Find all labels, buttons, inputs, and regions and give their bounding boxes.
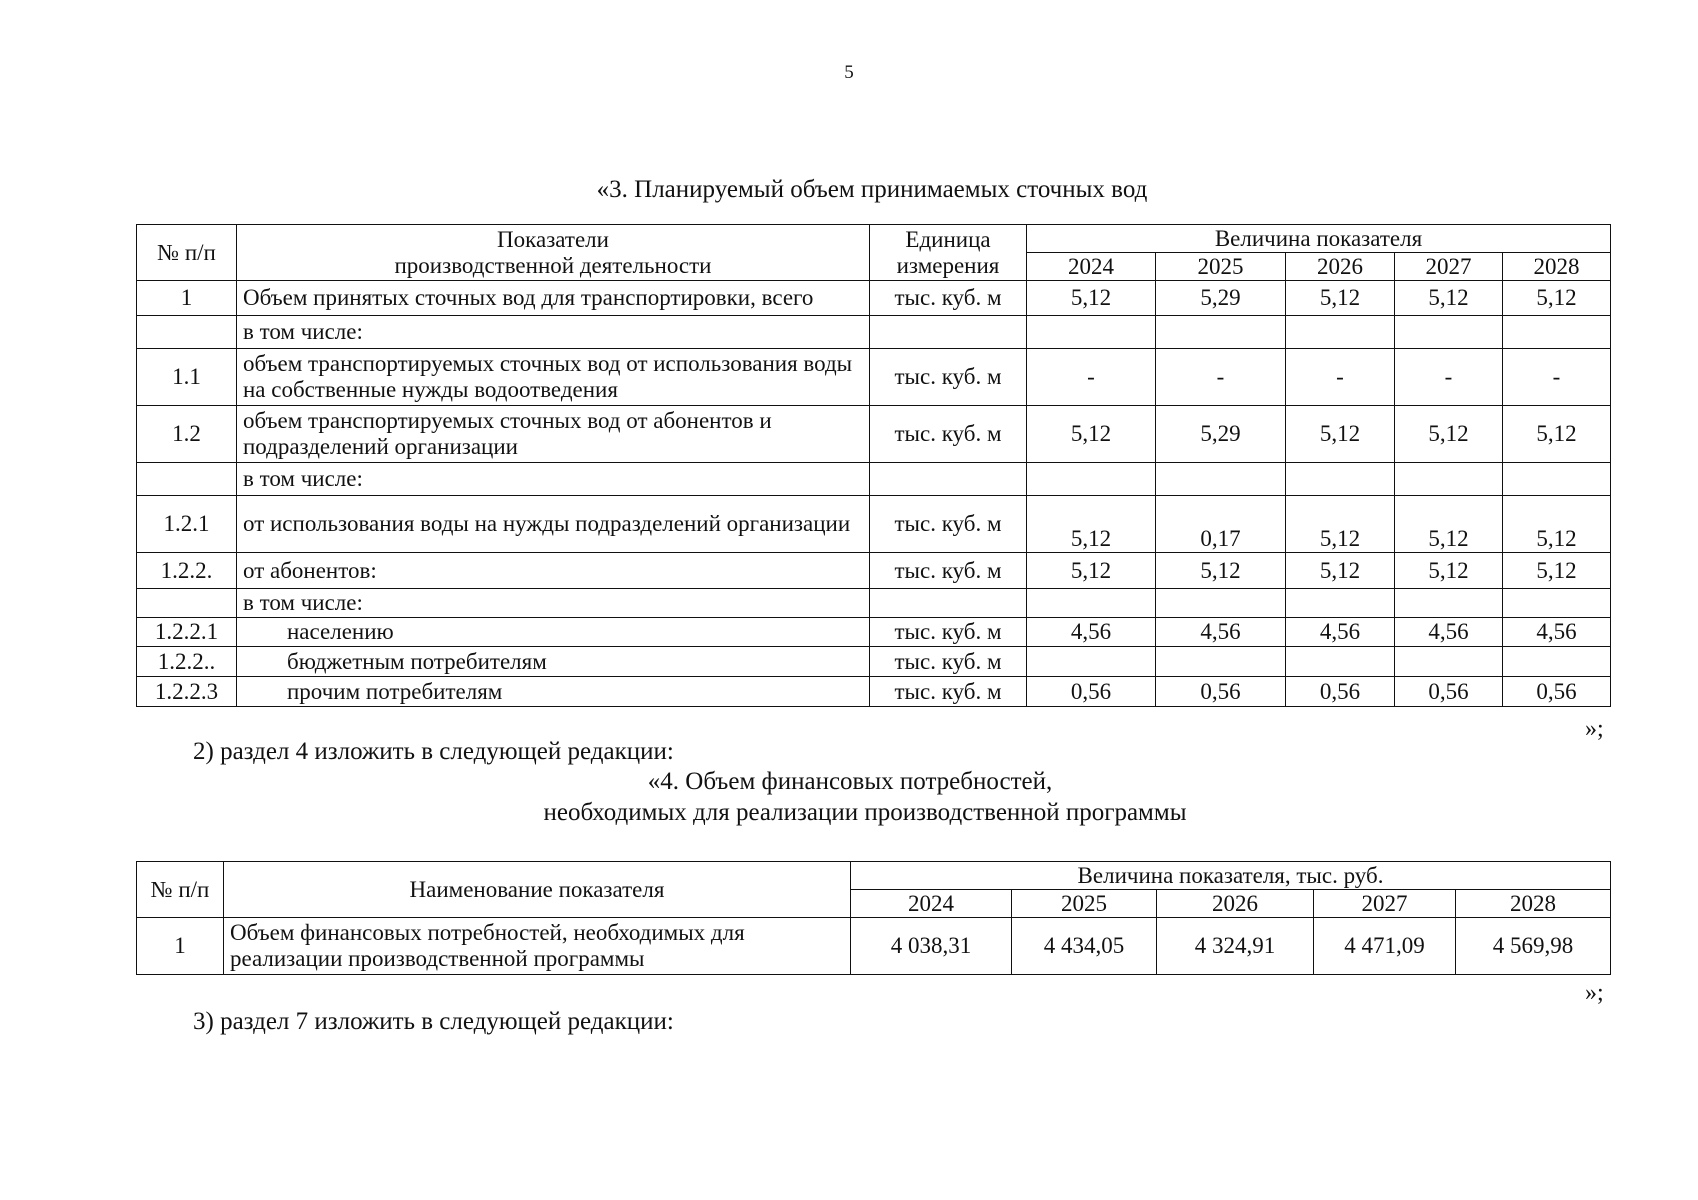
header-year: 2027 — [1314, 890, 1456, 918]
header-unit-line1: Единица — [905, 226, 991, 252]
row-value: 5,12 — [1395, 553, 1503, 589]
table-row — [137, 406, 1611, 463]
row-value: 5,12 — [1395, 406, 1503, 463]
row-value — [1027, 647, 1156, 677]
header-year: 2026 — [1157, 890, 1314, 918]
section4-title-line2: необходимых для реализации производственной программы — [543, 799, 1187, 826]
row-value — [1286, 463, 1395, 496]
wastewater-volume-table — [136, 224, 1611, 707]
row-value: 0,56 — [1503, 677, 1611, 707]
header-year: 2027 — [1395, 253, 1503, 281]
row-name: Объем принятых сточных вод для транспортировки, всего — [237, 281, 870, 316]
row-value: 5,12 — [1286, 281, 1395, 316]
row-value: - — [1156, 349, 1286, 406]
header-year: 2024 — [851, 890, 1012, 918]
row-value — [1027, 316, 1156, 349]
page-number: 5 — [844, 62, 854, 83]
table-row — [137, 647, 1611, 677]
header-num: № п/п — [137, 225, 237, 281]
row-value: 0,56 — [1156, 677, 1286, 707]
row-num: 1 — [137, 918, 224, 975]
row-value — [1503, 316, 1611, 349]
table-row — [137, 553, 1611, 589]
row-value — [1156, 463, 1286, 496]
table-row — [137, 918, 1611, 975]
row-value: 4,56 — [1503, 618, 1611, 647]
row-value: 4 569,98 — [1456, 918, 1611, 975]
row-value: 0,56 — [1395, 677, 1503, 707]
instruction-section7: 3) раздел 7 изложить в следующей редакции: — [193, 1008, 674, 1035]
row-unit: тыс. куб. м — [870, 677, 1027, 707]
row-unit: тыс. куб. м — [870, 553, 1027, 589]
row-num — [137, 463, 237, 496]
header-unit — [870, 225, 1027, 281]
row-value — [1395, 316, 1503, 349]
row-value: 4,56 — [1395, 618, 1503, 647]
row-value — [1503, 647, 1611, 677]
row-value: - — [1027, 349, 1156, 406]
section3-title: «3. Планируемый объем принимаемых сточных вод — [596, 176, 1148, 203]
row-value — [1156, 647, 1286, 677]
row-value — [1503, 589, 1611, 618]
header-year: 2028 — [1503, 253, 1611, 281]
section4-closing-quote: »; — [1585, 980, 1604, 1006]
row-value: 4 471,09 — [1314, 918, 1456, 975]
row-value: 5,12 — [1503, 406, 1611, 463]
header-year: 2025 — [1156, 253, 1286, 281]
header-num: № п/п — [137, 862, 224, 918]
row-value — [1156, 316, 1286, 349]
row-unit: тыс. куб. м — [870, 496, 1027, 553]
row-unit: тыс. куб. м — [870, 647, 1027, 677]
row-unit: тыс. куб. м — [870, 618, 1027, 647]
row-value: 4,56 — [1027, 618, 1156, 647]
row-value: 5,12 — [1503, 496, 1611, 553]
row-value: 5,12 — [1286, 496, 1395, 553]
row-name: от использования воды на нужды подразделений организации — [237, 496, 870, 553]
header-name: Наименование показателя — [224, 862, 851, 918]
row-value: 5,12 — [1027, 496, 1156, 553]
row-value: 4 324,91 — [1157, 918, 1314, 975]
row-name: объем транспортируемых сточных вод от абонентов и подразделений организации — [237, 406, 870, 463]
row-num — [137, 316, 237, 349]
row-value — [1286, 316, 1395, 349]
row-value — [1395, 463, 1503, 496]
header-year: 2024 — [1027, 253, 1156, 281]
row-name: от абонентов: — [237, 553, 870, 589]
header-year: 2025 — [1012, 890, 1157, 918]
row-value — [1395, 589, 1503, 618]
row-value: 5,12 — [1503, 553, 1611, 589]
row-value: - — [1395, 349, 1503, 406]
table-row — [137, 496, 1611, 553]
row-name: в том числе: — [237, 589, 870, 618]
row-value: 0,56 — [1027, 677, 1156, 707]
section3-closing-quote: »; — [1585, 716, 1604, 742]
row-value: 5,29 — [1156, 281, 1286, 316]
row-value: 5,29 — [1156, 406, 1286, 463]
row-value — [1395, 647, 1503, 677]
row-value: 5,12 — [1286, 553, 1395, 589]
row-value: 0,17 — [1156, 496, 1286, 553]
row-value: 5,12 — [1027, 553, 1156, 589]
row-name: населению — [237, 618, 870, 647]
row-num: 1.1 — [137, 349, 237, 406]
row-num: 1 — [137, 281, 237, 316]
row-value — [1027, 463, 1156, 496]
instruction-section4: 2) раздел 4 изложить в следующей редакции: — [193, 738, 674, 765]
header-value: Величина показателя — [1027, 225, 1611, 253]
row-name: в том числе: — [237, 316, 870, 349]
table-row — [137, 281, 1611, 316]
row-unit — [870, 316, 1027, 349]
row-num — [137, 589, 237, 618]
row-value — [1156, 589, 1286, 618]
row-value — [1027, 589, 1156, 618]
header-value: Величина показателя, тыс. руб. — [851, 862, 1611, 890]
row-num: 1.2.2.3 — [137, 677, 237, 707]
table-row — [137, 618, 1611, 647]
row-value: 4,56 — [1286, 618, 1395, 647]
table-row — [137, 349, 1611, 406]
row-name: объем транспортируемых сточных вод от использования воды на собственные нужды водоотведения — [237, 349, 870, 406]
row-unit — [870, 463, 1027, 496]
row-num: 1.2.2.1 — [137, 618, 237, 647]
row-num: 1.2.1 — [137, 496, 237, 553]
table-row — [137, 677, 1611, 707]
row-unit: тыс. куб. м — [870, 406, 1027, 463]
row-value: 5,12 — [1156, 553, 1286, 589]
row-value — [1503, 463, 1611, 496]
row-name: прочим потребителям — [237, 677, 870, 707]
header-indicator-line1: Показатели — [497, 226, 609, 252]
row-value: 4,56 — [1156, 618, 1286, 647]
row-name: в том числе: — [237, 463, 870, 496]
row-value: 5,12 — [1395, 496, 1503, 553]
row-value — [1286, 589, 1395, 618]
header-indicator — [237, 225, 870, 281]
header-year: 2026 — [1286, 253, 1395, 281]
row-num: 1.2.2. — [137, 553, 237, 589]
row-value: 5,12 — [1027, 406, 1156, 463]
row-unit: тыс. куб. м — [870, 349, 1027, 406]
row-name: бюджетным потребителям — [237, 647, 870, 677]
row-value: 5,12 — [1395, 281, 1503, 316]
row-num: 1.2 — [137, 406, 237, 463]
table-row — [137, 463, 1611, 496]
row-value: 5,12 — [1027, 281, 1156, 316]
row-value: 4 434,05 — [1012, 918, 1157, 975]
row-name: Объем финансовых потребностей, необходимых для реализации производственной программы — [224, 918, 851, 975]
row-unit — [870, 589, 1027, 618]
row-value: 0,56 — [1286, 677, 1395, 707]
financial-needs-table — [136, 861, 1611, 975]
section4-title-line1: «4. Объем финансовых потребностей, — [647, 768, 1053, 795]
row-value: 5,12 — [1503, 281, 1611, 316]
table-row — [137, 316, 1611, 349]
table-row — [137, 589, 1611, 618]
row-value: - — [1503, 349, 1611, 406]
row-value: - — [1286, 349, 1395, 406]
header-year: 2028 — [1456, 890, 1611, 918]
header-unit-line2: измерения — [896, 252, 1000, 278]
row-value — [1286, 647, 1395, 677]
row-num: 1.2.2.. — [137, 647, 237, 677]
row-value: 4 038,31 — [851, 918, 1012, 975]
row-unit: тыс. куб. м — [870, 281, 1027, 316]
row-value: 5,12 — [1286, 406, 1395, 463]
header-indicator-line2: производственной деятельности — [394, 252, 712, 278]
